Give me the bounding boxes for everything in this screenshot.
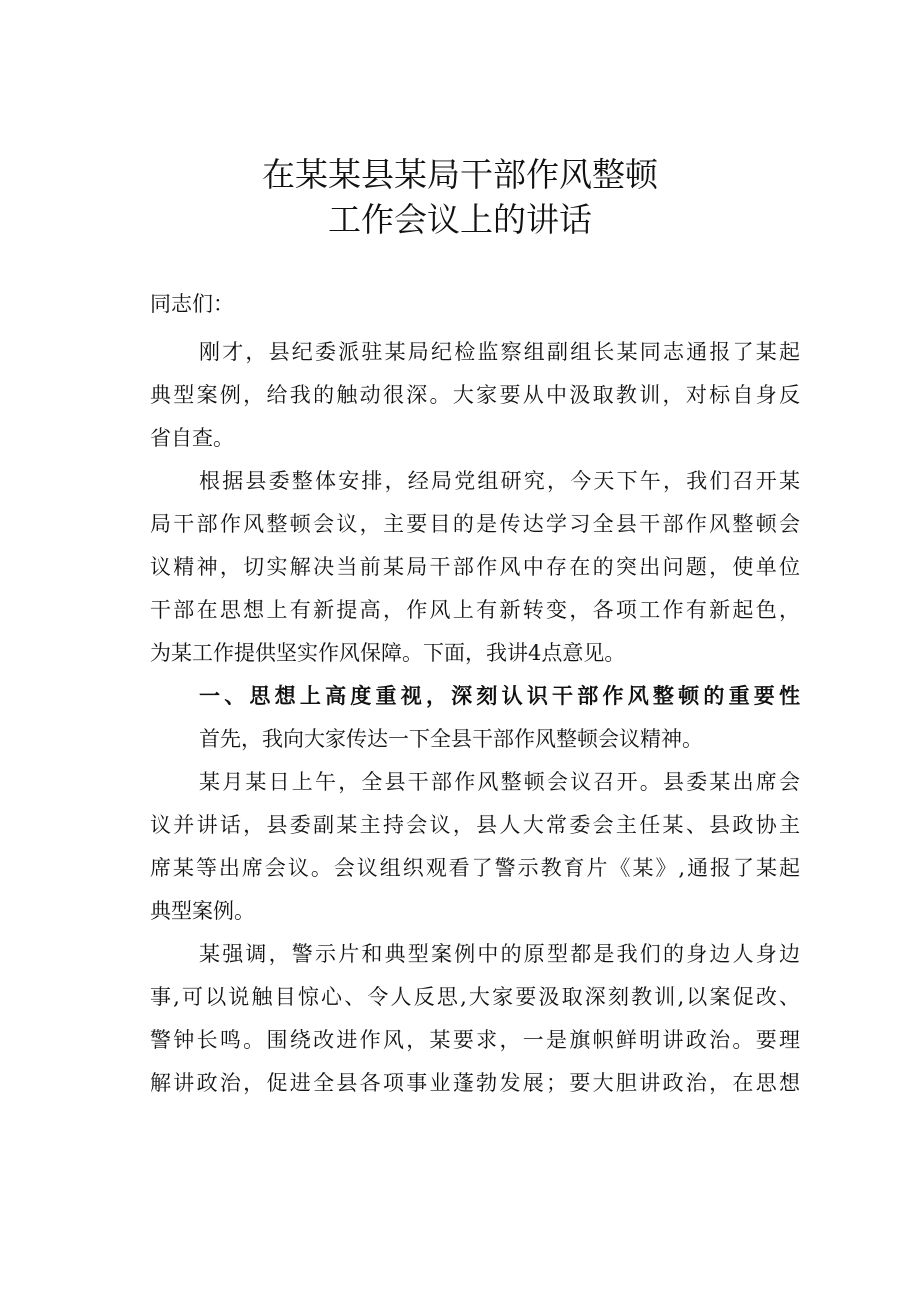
paragraph-line: 席某等出席会议。会议组织观看了警示教育片《某》,通报了某起 bbox=[150, 856, 800, 880]
paragraph-line: 为某工作提供坚实作风保障。下面，我讲4点意见。 bbox=[150, 641, 626, 665]
paragraph-line: 首先，我向大家传达一下全县干部作风整顿会议精神。 bbox=[199, 727, 703, 751]
paragraph-line: 议并讲话，县委副某主持会议，县人大常委会主任某、县政协主 bbox=[150, 813, 800, 837]
paragraph-line: 局干部作风整顿会议，主要目的是传达学习全县干部作风整顿会 bbox=[150, 512, 800, 536]
paragraph-line: 刚才，县纪委派驻某局纪检监察组副组长某同志通报了某起 bbox=[199, 340, 800, 364]
paragraph-line: 干部在思想上有新提高，作风上有新转变，各项工作有新起色， bbox=[150, 598, 800, 622]
paragraph-line: 议精神，切实解决当前某局干部作风中存在的突出问题，使单位 bbox=[150, 555, 800, 579]
paragraph-line: 警钟长鸣。围绕改进作风，某要求，一是旗帜鲜明讲政治。要理 bbox=[150, 1028, 800, 1052]
paragraph-line: 典型案例，给我的触动很深。大家要从中汲取教训，对标自身反 bbox=[150, 383, 800, 407]
paragraph-line: 事,可以说触目惊心、令人反思,大家要汲取深刻教训,以案促改、 bbox=[150, 985, 800, 1009]
paragraph-line: 某月某日上午，全县干部作风整顿会议召开。县委某出席会 bbox=[199, 770, 800, 794]
salutation: 同志们： bbox=[150, 292, 234, 316]
paragraph-line: 典型案例。 bbox=[150, 899, 255, 923]
paragraph-line: 省自查。 bbox=[150, 426, 234, 450]
section-heading-1: 一、思想上高度重视，深刻认识干部作风整顿的重要性 bbox=[199, 684, 800, 708]
paragraph-line: 根据县委整体安排，经局党组研究，今天下午，我们召开某 bbox=[199, 469, 800, 493]
document-title-line-1: 在某某县某局干部作风整顿 bbox=[262, 155, 658, 194]
paragraph-line: 某强调，警示片和典型案例中的原型都是我们的身边人身边 bbox=[199, 942, 800, 966]
paragraph-line: 解讲政治，促进全县各项事业蓬勃发展；要大胆讲政治，在思想 bbox=[150, 1071, 800, 1095]
document-title-line-2: 工作会议上的讲话 bbox=[328, 200, 592, 239]
